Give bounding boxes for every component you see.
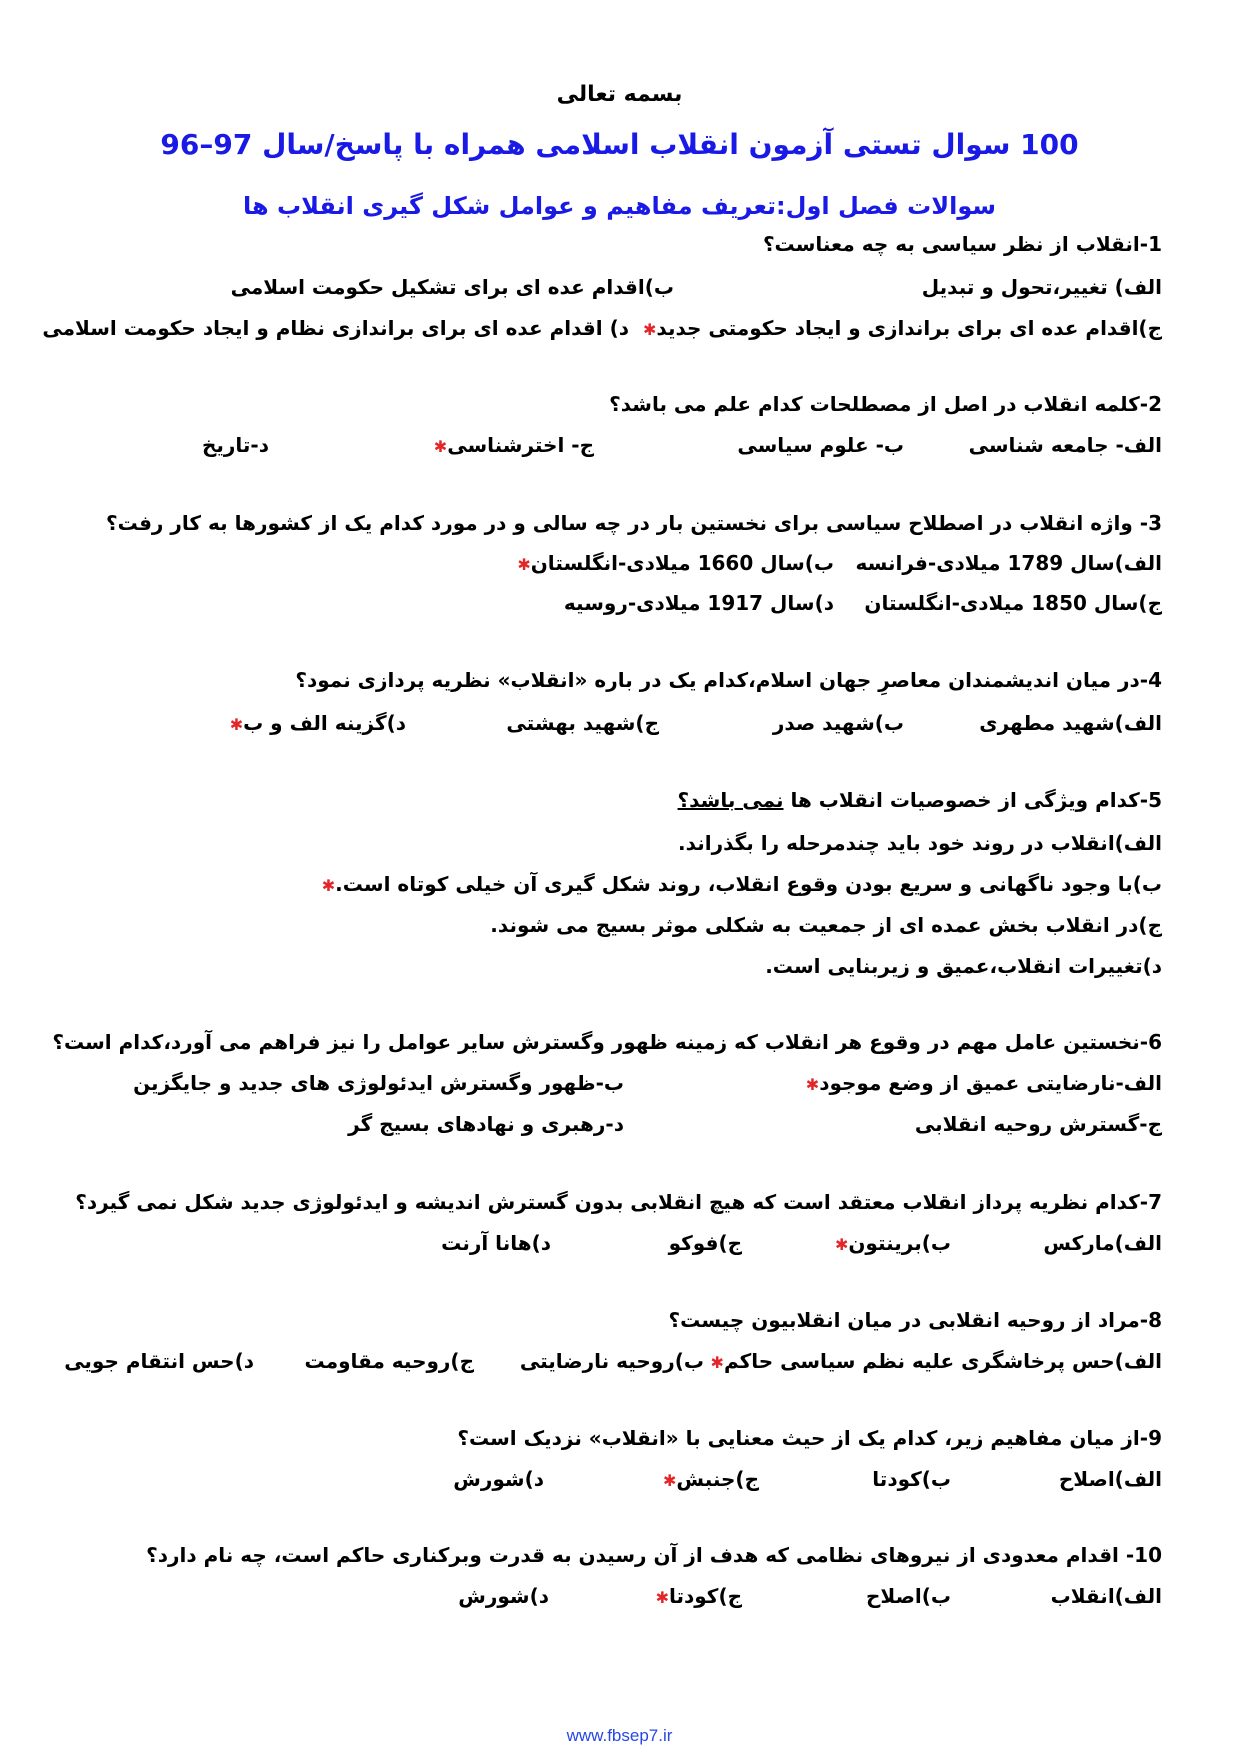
correct-answer-mark: ✱ bbox=[655, 1588, 669, 1607]
q3-option-a: الف)سال 1789 میلادی-فرانسه bbox=[855, 551, 1162, 575]
question-6: 6-نخستین عامل مهم در وقوع هر انقلاب که زمینه ظهور وگسترش سایر عوامل را نیز فراهم می آورد،کدام است؟ bbox=[52, 1030, 1162, 1054]
chapter-title: سوالات فصل اول:تعریف مفاهیم و عوامل شکل گیری انقلاب ها bbox=[243, 192, 996, 220]
q7-option-d: د)هانا آرنت bbox=[441, 1231, 551, 1255]
q10-option-b: ب)اصلاح bbox=[865, 1584, 951, 1608]
q3-option-d: د)سال 1917 میلادی-روسیه bbox=[563, 591, 834, 615]
q1-option-b: ب)اقدام عده ای برای تشکیل حکومت اسلامی bbox=[230, 275, 674, 299]
q1-option-d: د) اقدام عده ای برای براندازی نظام و ایجاد حکومت اسلامی bbox=[42, 316, 629, 340]
q2-option-a: الف- جامعه شناسی bbox=[968, 433, 1162, 457]
q10-option-d: د)شورش bbox=[458, 1584, 549, 1608]
q9-option-d: د)شورش bbox=[453, 1467, 544, 1491]
q4-option-a: الف)شهید مطهری bbox=[979, 711, 1162, 735]
q2-option-c: ج- اخترشناسی✱ bbox=[433, 433, 594, 457]
correct-answer-mark: ✱ bbox=[710, 1353, 724, 1372]
question-9: 9-از میان مفاهیم زیر، کدام یک از حیث معنایی با «انقلاب» نزدیک است؟ bbox=[457, 1426, 1162, 1450]
correct-answer-mark: ✱ bbox=[517, 555, 531, 574]
question-1: 1-انقلاب از نظر سیاسی به چه معناست؟ bbox=[762, 232, 1162, 256]
question-2: 2-کلمه انقلاب در اصل از مصطلحات کدام علم می باشد؟ bbox=[609, 392, 1162, 416]
q4-option-c: ج)شهید بهشتی bbox=[506, 711, 659, 735]
correct-answer-mark: ✱ bbox=[321, 876, 336, 895]
q6-option-a: الف-نارضایتی عمیق از وضع موجود✱ bbox=[805, 1071, 1162, 1095]
correct-answer-mark: ✱ bbox=[834, 1235, 849, 1254]
q7-option-c: ج)فوکو bbox=[668, 1231, 742, 1255]
q5-option-c: ج)در انقلاب بخش عمده ای از جمعیت به شکلی موثر بسیج می شوند. bbox=[490, 913, 1162, 937]
correct-answer-mark: ✱ bbox=[643, 320, 657, 339]
q1-option-c: ج)اقدام عده ای برای براندازی و ایجاد حکومتی جدید✱ bbox=[643, 316, 1162, 340]
footer-website-link[interactable]: www.fbsep7.ir bbox=[566, 1726, 673, 1745]
correct-answer-mark: ✱ bbox=[663, 1471, 677, 1490]
q8-option-b: ب)روحیه نارضایتی bbox=[519, 1349, 704, 1373]
question-3: 3- واژه انقلاب در اصطلاح سیاسی برای نخستین بار در چه سالی و در مورد کدام یک از کشورها به کار رفت؟ bbox=[106, 511, 1162, 535]
q1-option-a: الف) تغییر،تحول و تبدیل bbox=[921, 275, 1162, 299]
q9-option-a: الف)اصلاح bbox=[1058, 1467, 1162, 1491]
q4-option-d: د)گزینه الف و ب✱ bbox=[229, 711, 406, 735]
q6-option-d: د-رهبری و نهادهای بسیج گر bbox=[348, 1112, 624, 1136]
q5-option-d: د)تغییرات انقلاب،عمیق و زیربنایی است. bbox=[765, 954, 1162, 978]
negation-underlined: نمی باشد؟ bbox=[677, 788, 784, 812]
correct-answer-mark: ✱ bbox=[805, 1075, 820, 1094]
q6-option-c: ج-گسترش روحیه انقلابی bbox=[914, 1112, 1162, 1136]
question-8: 8-مراد از روحیه انقلابی در میان انقلابیون چیست؟ bbox=[668, 1308, 1162, 1332]
q8-option-d: د)حس انتقام جویی bbox=[64, 1349, 254, 1373]
correct-answer-mark: ✱ bbox=[433, 437, 448, 456]
q2-option-b: ب- علوم سیاسی bbox=[737, 433, 904, 457]
bismillah-heading: بسمه تعالی bbox=[556, 82, 683, 107]
question-10: 10- اقدام معدودی از نیروهای نظامی که هدف از آن رسیدن به قدرت وبرکناری حاکم است، چه نام دارد؟ bbox=[146, 1543, 1162, 1567]
q8-option-c: ج)روحیه مقاومت bbox=[304, 1349, 474, 1373]
q6-option-b: ب-ظهور وگسترش ایدئولوژی های جدید و جایگزین bbox=[133, 1071, 624, 1095]
q9-option-c: ج)جنبش✱ bbox=[663, 1467, 759, 1491]
q10-option-a: الف)انقلاب bbox=[1050, 1584, 1162, 1608]
q4-option-b: ب)شهید صدر bbox=[772, 711, 904, 735]
q3-option-b: ب)سال 1660 میلادی-انگلستان✱ bbox=[517, 551, 834, 575]
correct-answer-mark: ✱ bbox=[229, 715, 244, 734]
q10-option-c: ج)کودتا✱ bbox=[655, 1584, 742, 1608]
q9-option-b: ب)کودتا bbox=[872, 1467, 951, 1491]
q3-option-c: ج)سال 1850 میلادی-انگلستان bbox=[864, 591, 1162, 615]
q2-option-d: د-تاریخ bbox=[201, 433, 269, 457]
question-4: 4-در میان اندیشمندان معاصرِ جهان اسلام،کدام یک در باره «انقلاب» نظریه پردازی نمود؟ bbox=[295, 668, 1162, 692]
q7-option-b: ب)برینتون✱ bbox=[834, 1231, 951, 1255]
question-5: 5-کدام ویژگی از خصوصیات انقلاب ها نمی باشد؟ bbox=[677, 788, 1162, 812]
q5-option-a: الف)انقلاب در روند خود باید چندمرحله را بگذراند. bbox=[678, 831, 1162, 855]
q7-option-a: الف)مارکس bbox=[1043, 1231, 1162, 1255]
question-7: 7-کدام نظریه پرداز انقلاب معتقد است که هیچ انقلابی بدون گسترش اندیشه و ایدئولوژی جدید شکل نمی گیرد؟ bbox=[75, 1190, 1162, 1214]
q5-option-b: ب)با وجود ناگهانی و سریع بودن وقوع انقلاب، روند شکل گیری آن خیلی کوتاه است.✱ bbox=[321, 872, 1162, 896]
q8-option-a: الف)حس پرخاشگری علیه نظم سیاسی حاکم✱ bbox=[710, 1349, 1162, 1373]
document-title: 100 سوال تستی آزمون انقلاب اسلامی همراه با پاسخ/سال 97–96 bbox=[160, 128, 1079, 161]
